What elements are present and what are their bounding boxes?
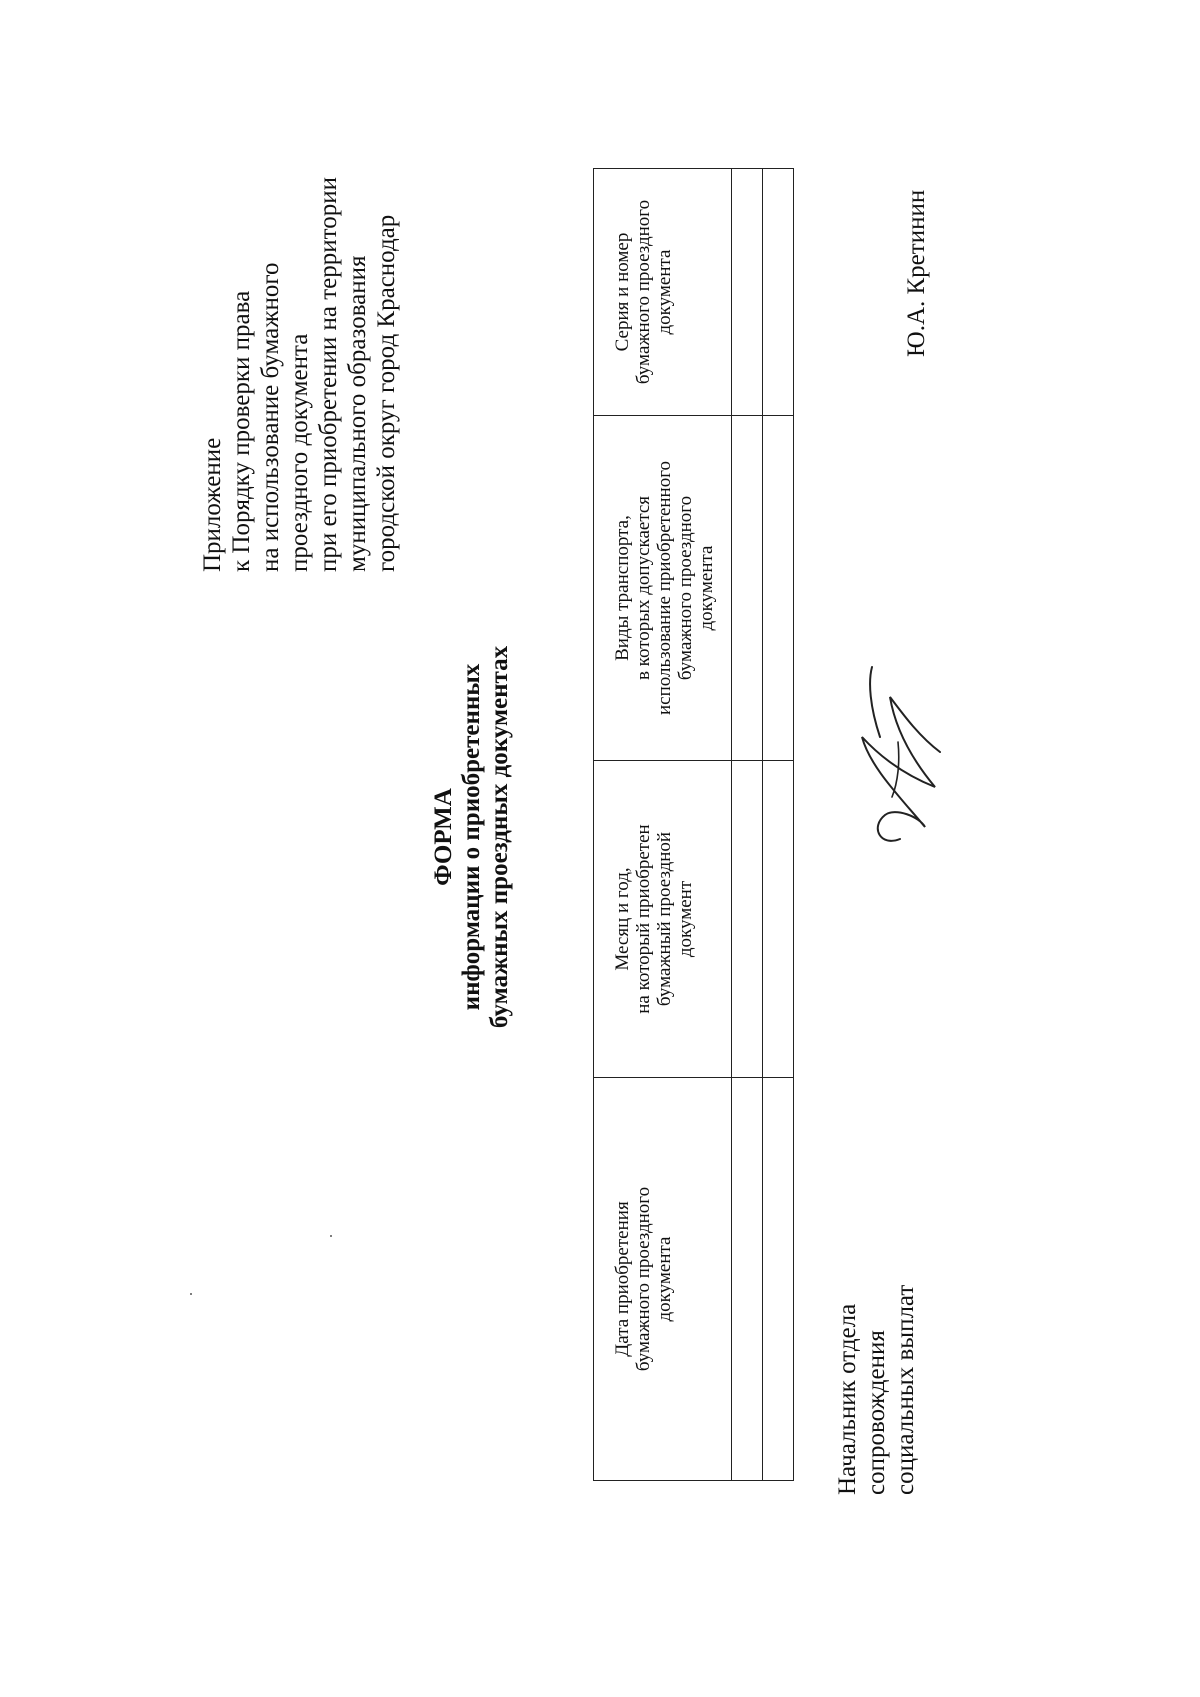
signer-position [833, 1285, 920, 1495]
appendix-block [198, 12, 401, 572]
table-row [732, 169, 763, 1481]
header-text-line: использование приобретенного [654, 460, 675, 716]
appendix-line: муниципального образования [344, 255, 371, 572]
form-table [593, 168, 794, 1481]
header-text-line: в которых допускается [633, 495, 654, 681]
header-text-line: бумажный проездной [654, 831, 675, 1007]
handwritten-signature [840, 657, 960, 857]
form-title-line: ФОРМА [430, 788, 457, 886]
header-text-line: документ [675, 880, 696, 958]
header-text-line: документа [654, 249, 675, 335]
column-header-month-year [594, 761, 732, 1078]
header-text-line: документа [696, 545, 717, 631]
table-cell [763, 1078, 794, 1481]
header-text-line: бумажного проездного [633, 1186, 654, 1372]
table-cell [732, 761, 763, 1078]
signer-name: Ю.А. Кретинин [903, 189, 930, 357]
appendix-line: на использование бумажного [257, 262, 284, 572]
table-cell [732, 169, 763, 416]
table-cell [763, 169, 794, 416]
appendix-line: Приложение [199, 437, 226, 572]
table-row [763, 169, 794, 1481]
scan-speck [330, 1235, 332, 1237]
form-title-line: бумажных проездных документах [486, 645, 513, 1029]
signer-position-line: социальных выплат [892, 1284, 919, 1495]
header-text-line: Дата приобретения [612, 1201, 633, 1357]
header-text-line: Виды транспорта, [612, 515, 633, 661]
appendix-line: городской округ город Краснодар [373, 214, 400, 572]
form-title-line: информации о приобретенных [458, 663, 485, 1011]
header-text-line: Месяц и год, [612, 867, 633, 971]
signer-position-line: сопровождения [863, 1330, 890, 1495]
signer-position-line: Начальник отдела [834, 1303, 861, 1495]
table-cell [732, 416, 763, 761]
appendix-line: при его приобретении на территории [315, 177, 342, 572]
column-header-series-number [594, 169, 732, 416]
column-header-transport-types [594, 416, 732, 761]
scan-speck [190, 1293, 192, 1295]
header-text-line: бумажного проездного [675, 495, 696, 681]
table-cell [763, 416, 794, 761]
appendix-line: проездного документа [286, 333, 313, 572]
header-text-line: Серия и номер [612, 232, 633, 352]
appendix-line: к Порядку проверки права [228, 290, 255, 572]
column-header-purchase-date [594, 1078, 732, 1481]
header-text-line: на который приобретен [633, 824, 654, 1014]
header-text-line: документа [654, 1236, 675, 1322]
table-cell [732, 1078, 763, 1481]
header-text-line: бумажного проездного [633, 199, 654, 385]
table-cell [763, 761, 794, 1078]
table-header-row [594, 169, 732, 1481]
form-title [430, 337, 514, 1337]
